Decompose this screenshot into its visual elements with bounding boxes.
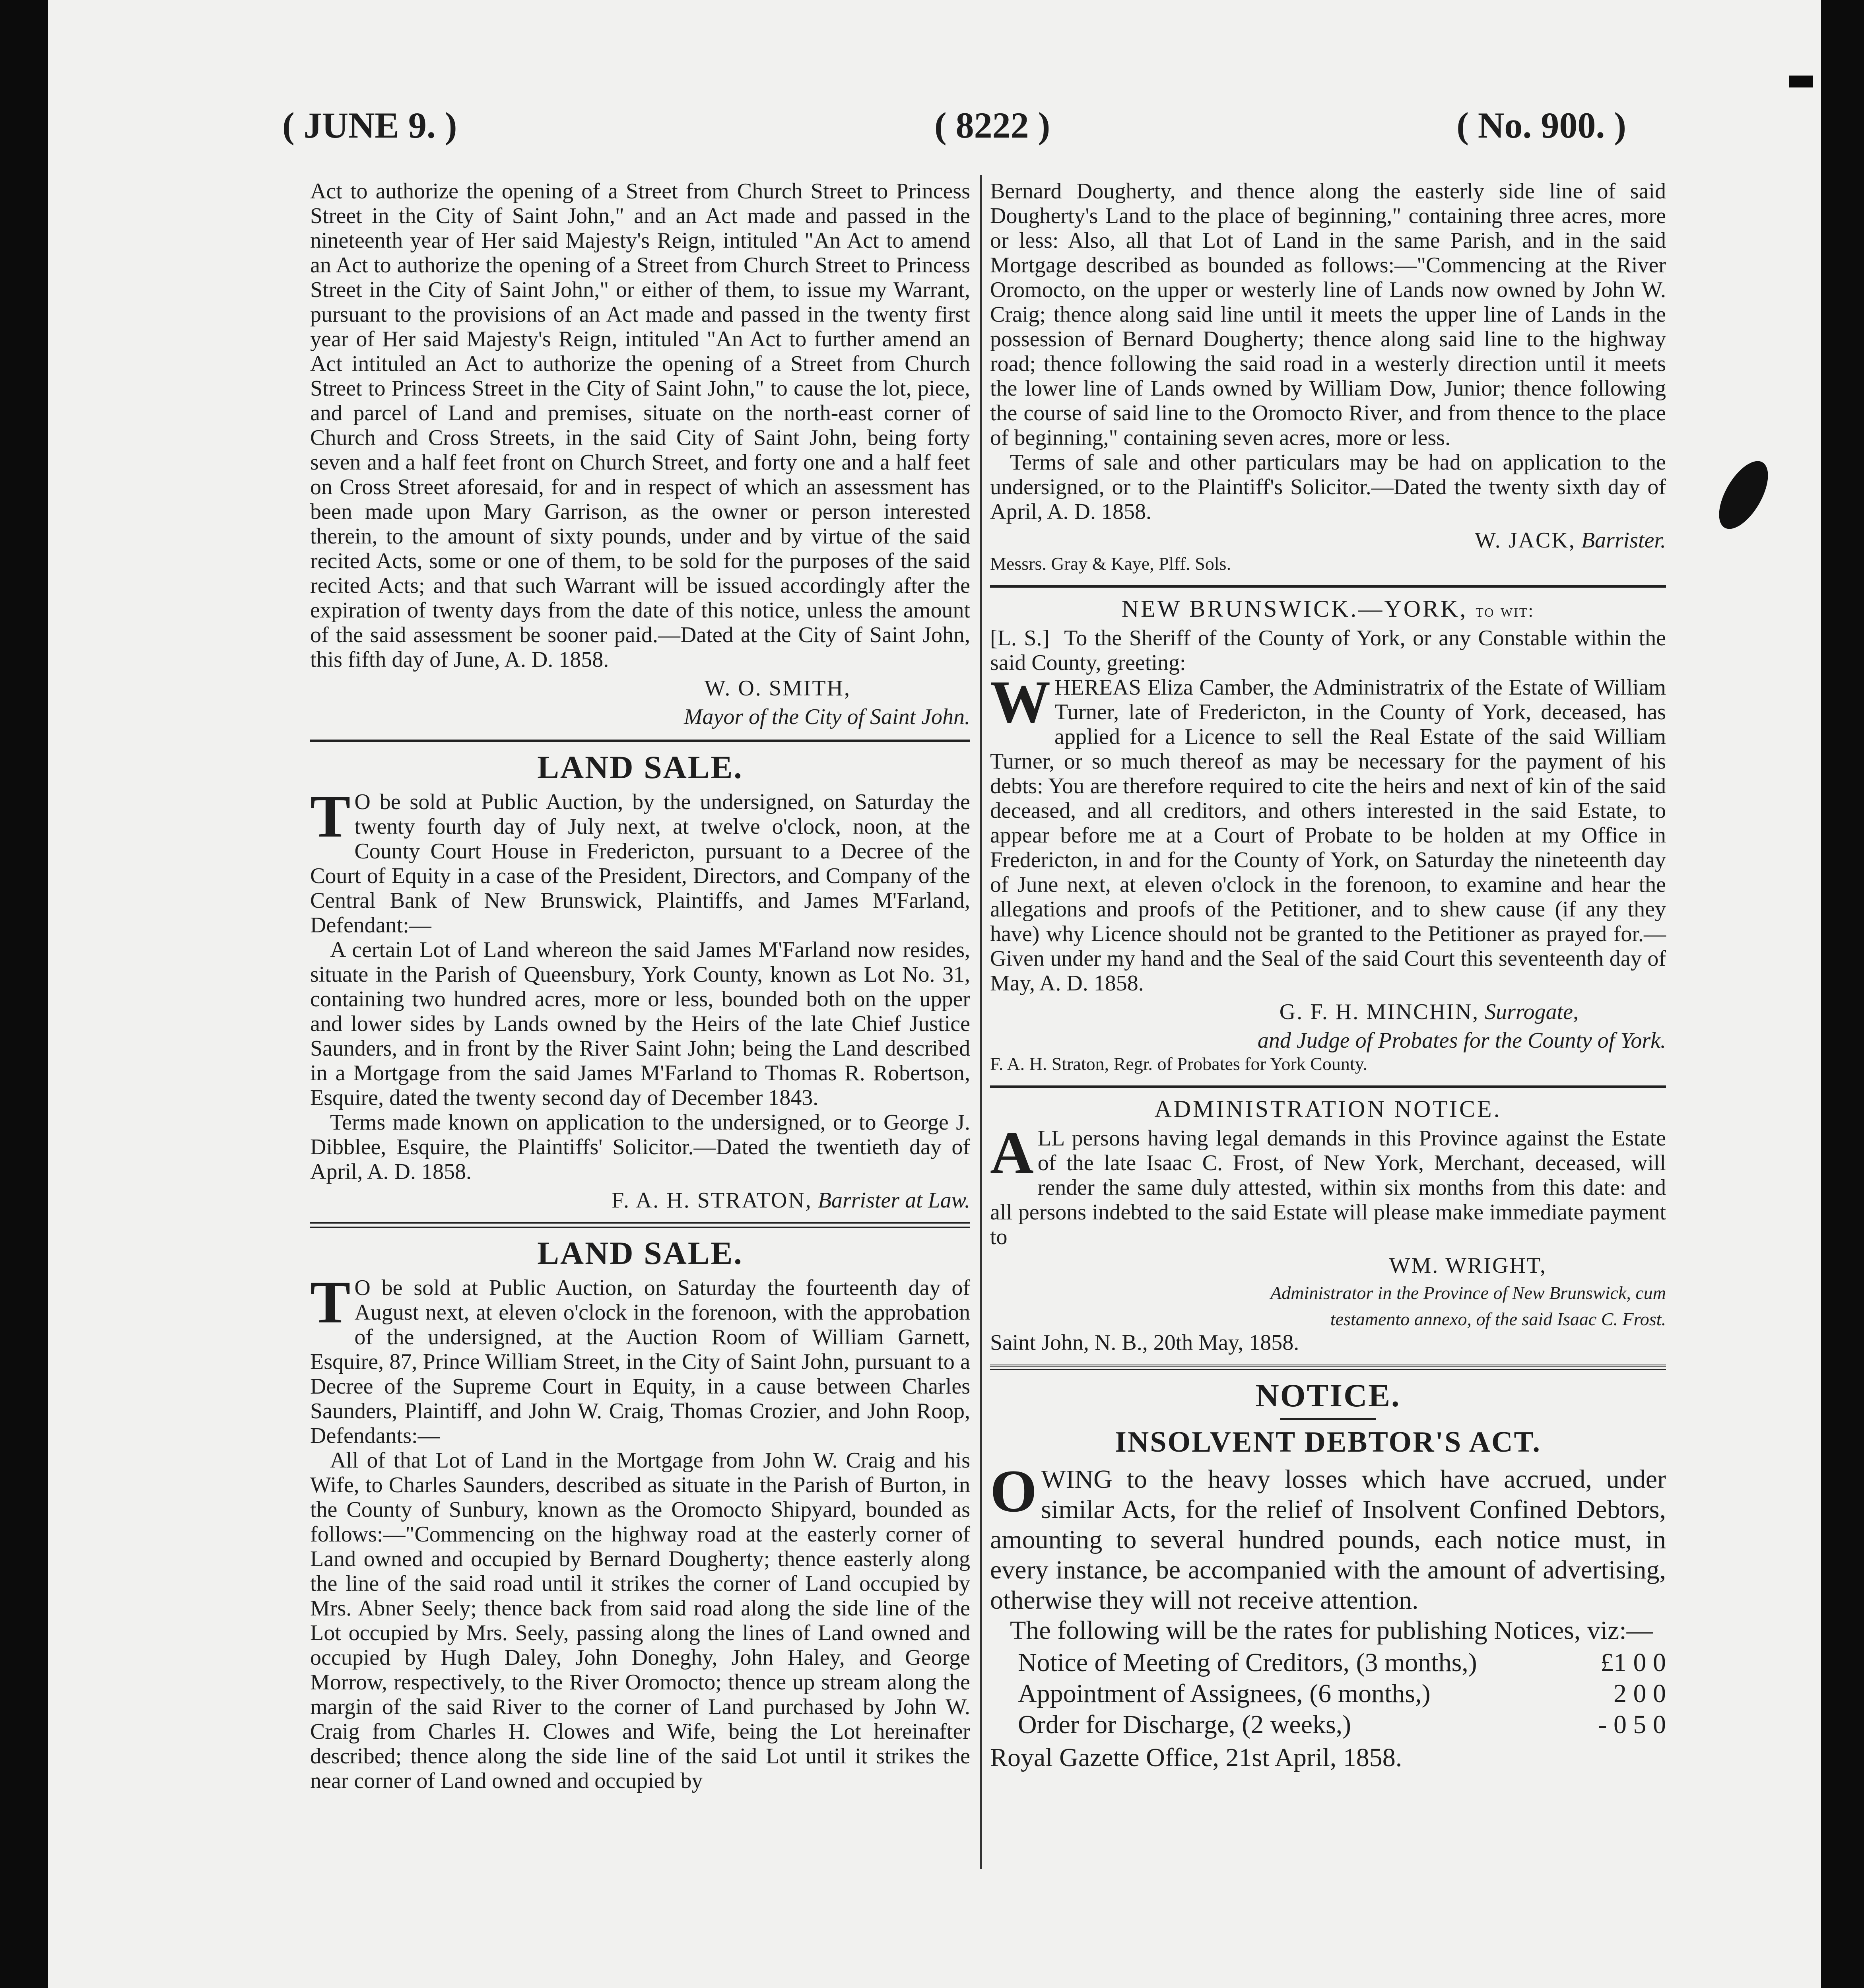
section-title: LAND SALE. [537, 749, 743, 785]
rate-amount: 2 0 0 [1614, 1679, 1666, 1708]
section-title: NEW BRUNSWICK.—YORK, to wit: [1121, 596, 1535, 622]
signature-title: Mayor of the City of Saint John. [683, 705, 970, 729]
terms-paragraph: Terms made known on application to the undersigned, or to George J. Dibblee, Esquire, the Plaintiffs' Solicitor.—Dated the twentieth day of April, A. D. 1858. [310, 1110, 970, 1184]
intro-paragraph: T O be sold at Public Auction, by the undersigned, on Saturday the twenty fourth day of July next, at twelve o'clock, noon, at the County Court House in Fredericton, pursuant to a Decree of the Court of Equity in a case of the President, Directors, and Company of the Central Bank of New Brunswick, Plaintiffs, and James M'Farland, Defendant:— [310, 783, 970, 938]
notice-body: OWING to the heavy losses which have accrued, under similar Acts, for the relief of Insolvent Confined Debtors, amounting to several hundred pounds, each notice must, in every instance, be accompanied with the amount of advertising, otherwise they will not receive attention. [990, 1458, 1666, 1615]
drop-cap: T [310, 783, 351, 850]
header-date: ( JUNE 9. ) [282, 105, 457, 146]
header-page-number: ( 8222 ) [934, 105, 1050, 146]
lot-description: All of that Lot of Land in the Mortgage from John W. Craig and his Wife, to Charles Saunders, described as situate in the Parish of Burton, in the County of Sunbury, known as the Oromocto Shipyard, bounded as follows:—"Commencing on the highway road at the easterly corner of Land owned and occupied by Bernard Dougherty; thence easterly along the line of the said road until it strikes the corner of Land occupied by Mrs. Abner Seely; thence back from said road along the side line of the Lot occupied by Mrs. Seely, passing along the lines of Land owned and occupied by Hugh Daley, John Doneghy, John Haley, and George Morrow, respectively, to the River Oromocto; thence up stream along the margin of the said River to the corner of Land purchased by John W. Craig from Charles H. Clowes and Wife, being the Lot hereinafter described; thence along the side line of the said Lot until it strikes the near corner of Land owned and occupied by [310, 1448, 970, 1793]
section-title: ADMINISTRATION NOTICE. [1154, 1096, 1502, 1122]
lot-description-continued: Bernard Dougherty, and thence along the easterly side line of said Dougherty's Land to the place of beginning," containing three acres, more or less: Also, all that Lot of Land in the same Parish, and in the said Mortgage described as bounded as follows:—"Commencing at the River Oromocto, on the upper or westerly line of Lands now owned by John W. Craig; thence along said line until it meets the upper line of Lands in the possession of Bernard Dougherty; thence along said line to the highway road; thence following the said road in a westerly direction until it meets the lower line of Lands owned by William Dow, Junior; thence following the course of said line to the Oromocto River, and from thence to the place of beginning," containing seven acres, more or less. [990, 179, 1666, 450]
seal-mark: [L. S.] [990, 626, 1050, 650]
probate-notice [990, 595, 1666, 1075]
section-divider [990, 585, 1666, 588]
seal-and-address [990, 626, 1666, 675]
drop-cap: W [990, 668, 1050, 735]
signature: F. A. H. STRATON, Barrister at Law. [612, 1188, 970, 1213]
header-issue-number: ( No. 900. ) [1456, 105, 1626, 146]
rate-label: Appointment of Assignees, (6 months,) [1018, 1679, 1431, 1708]
rate-label: Notice of Meeting of Creditors, (3 months,) [1018, 1648, 1477, 1677]
left-column [310, 179, 970, 1793]
terms-paragraph: Terms of sale and other particulars may be had on application to the undersigned, or to the Plaintiff's Solicitor.—Dated the twenty sixth day of April, A. D. 1858. [990, 450, 1666, 524]
rate-amount: £1 0 0 [1600, 1648, 1666, 1677]
section-divider [310, 740, 970, 742]
notice-footer: Royal Gazette Office, 21st April, 1858. [990, 1743, 1402, 1772]
rate-row [990, 1647, 1666, 1678]
land-sale-notice-2 [310, 1235, 970, 1793]
probate-body: WHEREAS Eliza Camber, the Administratrix of the Estate of William Turner, late of Fredericton, in the County of York, deceased, has applied for a Licence to sell the Real Estate of the said William Turner, or so much thereof as may be necessary for the payment of his debts: You are therefore required to cite the heirs and next of kin of the said deceased, and all creditors, and others interested in the said Estate, to appear before me at a Court of Probate to be holden at my Office in Fredericton, in and for the County of York, on Saturday the nineteenth day of June next, at eleven o'clock in the forenoon, to examine and hear the allegations and proofs of the Petitioner, and to shew cause (if any they have) why Licence should not be granted to the Petitioner as prayed for.—Given under my hand and the Seal of the said Court this seventeenth day of May, A. D. 1858. [990, 668, 1666, 996]
section-divider [990, 1365, 1666, 1370]
registrar-line: F. A. H. Straton, Regr. of Probates for York County. [990, 1054, 1368, 1074]
signature-title: and Judge of Probates for the County of York. [1257, 1028, 1666, 1053]
administration-body: ALL persons having legal demands in this Province against the Estate of the late Isaac C. Frost, of New York, Merchant, deceased, will render the same duly attested, within six months from this date: and all persons indebted to the said Estate will please make immediate payment to [990, 1119, 1666, 1249]
signature: W. O. SMITH, [704, 676, 851, 701]
rate-amount: - 0 5 0 [1598, 1710, 1666, 1739]
land-sale-notice-1 [310, 749, 970, 1213]
street-act-notice [310, 179, 970, 729]
drop-cap: A [990, 1119, 1034, 1186]
rate-row [990, 1709, 1666, 1740]
page-header [282, 104, 1626, 148]
street-act-body: Act to authorize the opening of a Street from Church Street to Princess Street in the City of Saint John," and an Act made and passed in the nineteenth year of Her said Majesty's Reign, intituled "An Act to amend an Act to authorize the opening of a Street from Church Street to Princess Street in the City of Saint John," or either of them, to issue my Warrant, pursuant to the provisions of an Act made and passed in the twenty first year of Her said Majesty's Reign, intituled "An Act to further amend an Act intituled an Act to authorize the opening of a Street from Church Street to Princess Street in the City of Saint John," to cause the lot, piece, and parcel of Land and premises, situate on the north-east corner of Church and Cross Streets, in the said City of Saint John, being forty seven and a half feet front on Church Street, and forty one and a half feet on Cross Street aforesaid, for and in respect of which an assessment has been made upon Mary Garrison, as the owner or person interested therein, to the amount of sixty pounds, under and by virtue of the said recited Acts, some or one of them, to be sold for the purposes of the said recited Acts; and that such Warrant will be issued accordingly after the expiration of twenty days from the date of this notice, unless the amount of the said assessment be sooner paid.—Dated at the City of Saint John, this fifth day of June, A. D. 1858. [310, 179, 970, 672]
lot-description: A certain Lot of Land whereon the said James M'Farland now resides, situate in the Parish of Queensbury, York County, known as Lot No. 31, containing two hundred acres, more or less, bounded both on the upper and lower sides by Lands owned by the Heirs of the late Chief Justice Saunders, and in front by the River Saint John; being the Land described in a Mortgage from the said James M'Farland to Thomas R. Robertson, Esquire, dated the twenty second day of December 1843. [310, 938, 970, 1110]
solicitors-line: Messrs. Gray & Kaye, Plff. Sols. [990, 553, 1231, 574]
administration-notice [990, 1095, 1666, 1355]
section-divider [990, 1085, 1666, 1088]
ink-blot [1709, 453, 1778, 537]
signature-title: testamento annexo, of the said Isaac C. Frost. [1330, 1309, 1666, 1329]
dateline: Saint John, N. B., 20th May, 1858. [990, 1330, 1299, 1355]
rates-intro: The following will be the rates for publishing Notices, viz:— [1010, 1616, 1653, 1645]
drop-cap: O [990, 1458, 1037, 1524]
rate-label: Order for Discharge, (2 weeks,) [1018, 1710, 1351, 1739]
signature-title: Administrator in the Province of New Brunswick, cum [1270, 1283, 1666, 1303]
scan-corner-mark [1789, 76, 1813, 87]
drop-cap: T [310, 1269, 351, 1336]
section-title: NOTICE. [1255, 1377, 1401, 1413]
section-subtitle: INSOLVENT DEBTOR'S ACT. [1115, 1426, 1541, 1458]
signature: WM. WRIGHT, [1389, 1253, 1547, 1278]
address-line: To the Sheriff of the County of York, or any Constable within the said County, greeting: [990, 626, 1666, 675]
column-divider [980, 175, 982, 1869]
section-divider [310, 1222, 970, 1228]
section-title: LAND SALE. [537, 1235, 743, 1271]
signature: W. JACK, Barrister. [1475, 528, 1666, 553]
insolvent-debtor-notice [990, 1377, 1666, 1773]
rate-row [990, 1678, 1666, 1709]
land-sale-notice-2-continued [990, 179, 1666, 575]
intro-paragraph: T O be sold at Public Auction, on Saturday the fourteenth day of August next, at eleven o'clock in the forenoon, with the approbation of the undersigned, at the Auction Room of William Garnett, Esquire, 87, Prince William Street, in the City of Saint John, pursuant to a Decree of the Supreme Court in Equity, in a cause between Charles Saunders, Plaintiff, and John W. Craig, Thomas Crozier, and John Roop, Defendants:— [310, 1269, 970, 1448]
rates-table [990, 1647, 1666, 1740]
signature: G. F. H. MINCHIN, Surrogate, [1279, 1000, 1579, 1024]
short-divider [1280, 1418, 1376, 1420]
right-column [990, 179, 1666, 1773]
